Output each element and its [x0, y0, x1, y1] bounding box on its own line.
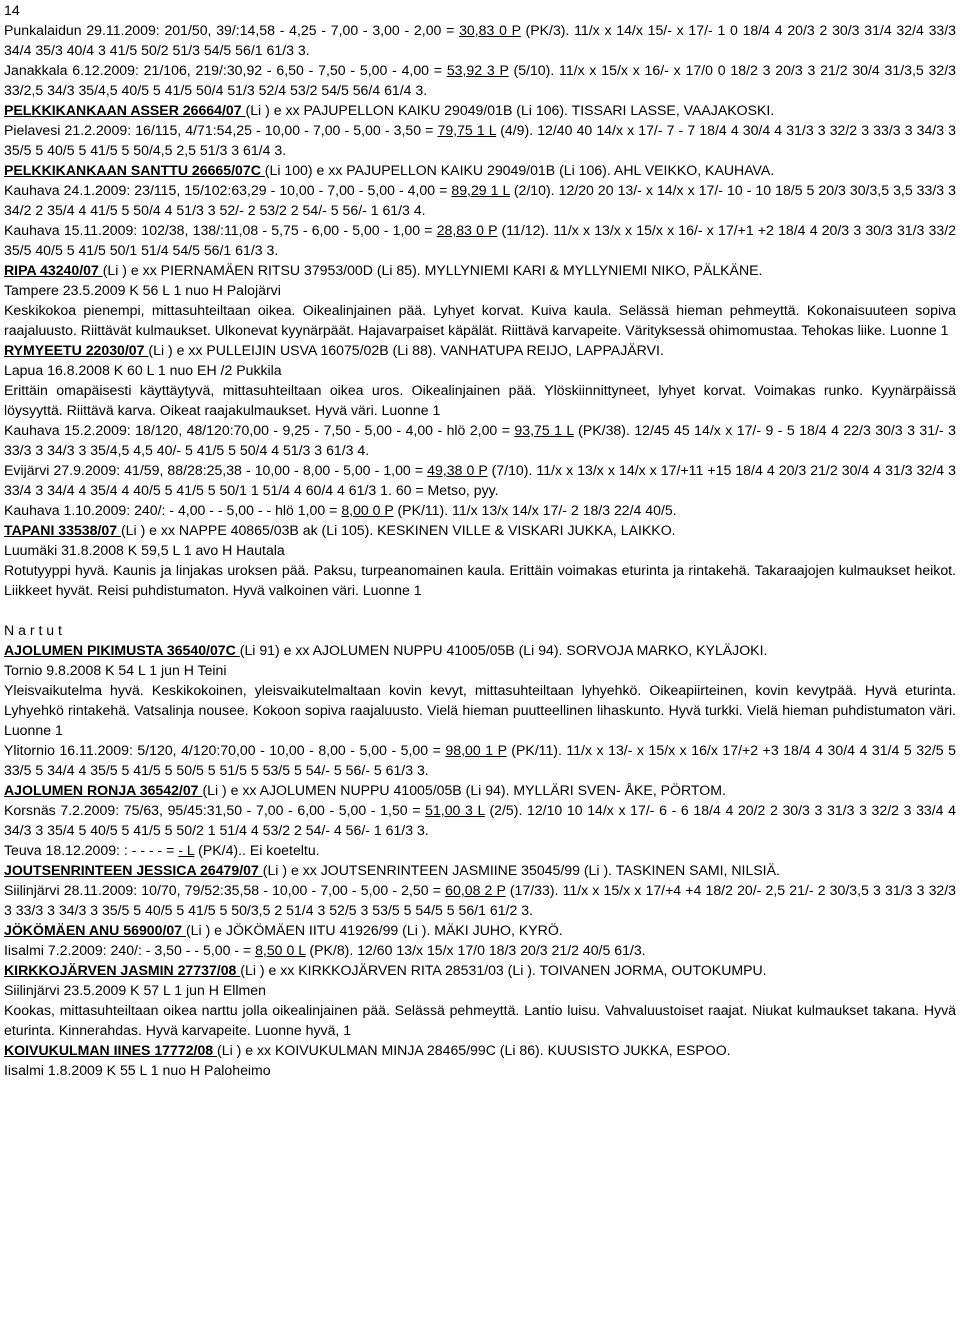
dog-name-registration: RIPA 43240/07	[4, 262, 103, 278]
paragraph	[4, 680, 956, 740]
paragraph	[4, 360, 956, 380]
text-run: (Li ) e JÖKÖMÄEN IITU 41926/99 (Li ). MÄKI JUHO, KYRÖ.	[185, 922, 563, 938]
text-run: (PK/38). 12/45 45 14/x x 17/- 9 - 5 18/4 4 22/3 30/3 3 31/- 3 33/3 3 34/3 3 35/4,5 4,5 40/- 5 41/5 5 50/4 4 51/3 3 61/3 4.	[4, 422, 956, 458]
text-run: Korsnäs 7.2.2009: 75/63, 95/45:31,50 - 7,00 - 6,00 - 5,00 - 1,50 =	[4, 802, 426, 818]
paragraph	[4, 940, 956, 960]
text-run: Erittäin omapäisesti käyttäytyvä, mittasuhteiltaan oikea uros. Oikealinjainen pää. Ylöskiinnittyneet, lyhyet korvat. Voimakas runko. Kyynärpäissä löysyyttä. Riittävä karva. Oikeat raajakulmaukset. Hyvä väri. Luonne 1	[4, 382, 956, 418]
text-run: (2/5). 12/10 10 14/x x 17/- 6 - 6 18/4 4 20/2 2 30/3 3 31/3 3 32/2 3 33/4 4 34/3 3 35/4 5 40/5 5 41/5 5 50/2 1 51/4 4 53/2 2 54/- 4 56/- 1 61/3 3.	[4, 802, 956, 838]
dog-name-registration: JOUTSENRINTEEN JESSICA 26479/07	[4, 862, 263, 878]
text-run: Teuva 18.12.2009: : - - - - =	[4, 842, 179, 858]
paragraph	[4, 840, 956, 860]
text-run: Janakkala 6.12.2009: 21/106, 219/:30,92 - 6,50 - 7,50 - 5,00 - 4,00 =	[4, 62, 447, 78]
dog-name-registration: TAPANI 33538/07	[4, 522, 121, 538]
text-run: (Li ) e xx PULLEIJIN USVA 16075/02B (Li 88). VANHATUPA REIJO, LAPPAJÄRVI.	[148, 342, 664, 358]
paragraph	[4, 640, 956, 660]
text-run: Kauhava 24.1.2009: 23/115, 15/102:63,29 - 10,00 - 7,00 - 5,00 - 4,00 =	[4, 182, 452, 198]
text-run: (PK/11). 11/x 13/x 14/x 17/- 2 18/3 22/4 40/5.	[393, 502, 677, 518]
paragraph	[4, 380, 956, 420]
paragraph	[4, 800, 956, 840]
result-score: 60,08 2 P	[445, 882, 506, 898]
dog-name-registration: PELKKIKANKAAN SANTTU 26665/07C	[4, 162, 265, 178]
text-run: Tornio 9.8.2008 K 54 L 1 jun H Teini	[4, 662, 227, 678]
text-run: (7/10). 11/x x 13/x x 14/x x 17/+11 +15 18/4 4 20/3 21/2 30/4 4 31/3 32/4 3 33/4 3 34/4 4 35/4 4 40/5 5 41/5 5 50/1 1 51/4 4 60/4 4 61/3 1. 60 = Metso, pyy.	[4, 462, 957, 498]
dog-name-registration: KIRKKOJÄRVEN JASMIN 27737/08	[4, 962, 241, 978]
result-score: 8,00 0 P	[341, 502, 394, 518]
text-run: (Li 91) e xx AJOLUMEN NUPPU 41005/05B (Li 94). SORVOJA MARKO, KYLÄJOKI.	[239, 642, 768, 658]
result-score: 28,83 0 P	[436, 222, 498, 238]
text-run: (Li ) e xx KIRKKOJÄRVEN RITA 28531/03 (Li ). TOIVANEN JORMA, OUTOKUMPU.	[240, 962, 767, 978]
result-score: - L	[178, 842, 195, 858]
text-run: Ylitornio 16.11.2009: 5/120, 4/120:70,00 - 10,00 - 8,00 - 5,00 - 5,00 =	[4, 742, 446, 758]
text-run: (Li ) e xx KOIVUKULMAN MINJA 28465/99C (Li 86). KUUSISTO JUKKA, ESPOO.	[217, 1042, 731, 1058]
dog-name-registration: KOIVUKULMAN IINES 17772/08	[4, 1042, 218, 1058]
paragraph	[4, 180, 956, 220]
text-run: (11/12). 11/x x 13/x x 15/x x 16/- x 17/+1 +2 18/4 4 20/3 3 30/3 31/3 33/2 35/5 40/5 5 41/5 50/1 51/4 54/5 56/1 61/3 3.	[4, 222, 956, 258]
text-run: N a r t u t	[4, 622, 62, 638]
paragraph	[4, 620, 956, 640]
text-run: Rotutyyppi hyvä. Kaunis ja linjakas uroksen pää. Paksu, turpeanomainen kaula. Erittäin voimakas eturinta ja rintakehä. Takaraajojen kulmaukset heikot. Liikkeet hyvät. Reisi puhdistumaton. Hyvä valkoinen väri. Luonne 1	[4, 562, 956, 598]
text-run: (Li ) e xx NAPPE 40865/03B ak (Li 105). KESKINEN VILLE & VISKARI JUKKA, LAIKKO.	[120, 522, 676, 538]
paragraph	[4, 780, 956, 800]
paragraph	[4, 560, 956, 600]
text-run: Siilinjärvi 28.11.2009: 10/70, 79/52:35,58 - 10,00 - 7,00 - 5,00 - 2,50 =	[4, 882, 446, 898]
result-score: 79,75 1 L	[437, 122, 497, 138]
paragraph	[4, 220, 956, 260]
text-run: Luumäki 31.8.2008 K 59,5 L 1 avo H Hautala	[4, 542, 285, 558]
paragraph	[4, 300, 956, 340]
result-score: 8,50 0 L	[255, 942, 306, 958]
paragraph	[4, 460, 956, 500]
text-run: Kookas, mittasuhteiltaan oikea narttu jolla oikealinjainen pää. Selässä pehmeyttä. Lantio luisu. Vahvaluustoiset raajat. Niukat kulmaukset takana. Hyvä eturinta. Kinnerahdas. Hyvä karvapeite. Luonne hyvä, 1	[4, 1002, 956, 1038]
paragraph	[4, 20, 956, 60]
text-run: (PK/3). 11/x x 14/x 15/- x 17/- 1 0 18/4 4 20/3 2 30/3 31/4 32/4 33/3 34/4 35/3 40/4 3 41/5 50/2 51/3 54/5 56/1 61/3 3.	[4, 22, 956, 58]
result-score: 49,38 0 P	[427, 462, 488, 478]
text-run: (PK/8). 12/60 13/x 15/x 17/0 18/3 20/3 21/2 40/5 61/3.	[305, 942, 646, 958]
paragraph	[4, 740, 956, 780]
text-run: (Li ) e xx JOUTSENRINTEEN JASMIINE 35045/99 (Li ). TASKINEN SAMI, NILSIÄ.	[262, 862, 780, 878]
text-run: Lapua 16.8.2008 K 60 L 1 nuo EH /2 Pukkila	[4, 362, 282, 378]
result-score: 30,83 0 P	[459, 22, 521, 38]
text-run: Kauhava 1.10.2009: 240/: - 4,00 - - 5,00 - - hlö 1,00 =	[4, 502, 342, 518]
text-run: (5/10). 11/x x 15/x x 16/- x 17/0 0 18/2 3 20/3 3 21/2 30/4 31/3,5 32/3 33/2,5 34/3 35/4,5 40/5 5 41/5 50/4 51/3 52/4 53/2 54/5 56/4 61/4 3.	[4, 62, 956, 98]
text-run: (17/33). 11/x x 15/x x 17/+4 +4 18/2 20/- 2,5 21/- 2 30/3,5 3 31/3 3 32/3 3 33/3 3 34/3 3 35/5 5 40/5 5 41/5 5 50/3,5 2 51/4 3 52/5 3 53/5 5 54/5 5 56/1 61/2 3.	[4, 882, 956, 918]
result-score: 98,00 1 P	[445, 742, 507, 758]
text-run: Evijärvi 27.9.2009: 41/59, 88/28:25,38 - 10,00 - 8,00 - 5,00 - 1,00 =	[4, 462, 428, 478]
text-run: (2/10). 12/20 20 13/- x 14/x x 17/- 10 - 10 18/5 5 20/3 30/3,5 3,5 33/3 3 34/2 2 35/4 4 41/5 5 50/4 4 51/3 3 52/- 2 53/2 2 54/- 5 56/- 1 61/3 4.	[4, 182, 956, 218]
paragraph	[4, 1000, 956, 1040]
paragraph	[4, 540, 956, 560]
text-run: (PK/4).. Ei koeteltu.	[194, 842, 320, 858]
text-run: Kauhava 15.11.2009: 102/38, 138/:11,08 - 5,75 - 6,00 - 5,00 - 1,00 =	[4, 222, 437, 238]
text-run: Keskikokoa pienempi, mittasuhteiltaan oikea. Oikealinjainen pää. Lyhyet korvat. Kuiva kaula. Selässä hieman pehmeyttä. Kokonaisuuteen sopiva raajaluusto. Riittävät kulmaukset. Ulkonevat kyynärpäät. Hajavarpaiset käpälät. Riittävä karvapeite. Värityksessä ohimomustaa. Tehokas liike. Luonne 1	[4, 302, 956, 338]
paragraph	[4, 280, 956, 300]
text-run: Siilinjärvi 23.5.2009 K 57 L 1 jun H Ellmen	[4, 982, 266, 998]
blank-line	[4, 600, 956, 620]
result-score: 51,00 3 L	[425, 802, 485, 818]
text-run: (PK/11). 11/x x 13/- x 15/x x 16/x 17/+2 +3 18/4 4 30/4 4 31/4 5 32/5 5 33/5 5 34/4 4 35/5 5 41/5 5 50/5 5 51/5 5 53/5 5 54/- 5 56/- 5 61/3 3.	[4, 742, 956, 778]
paragraph	[4, 1060, 956, 1080]
paragraph	[4, 1040, 956, 1060]
result-score: 93,75 1 L	[514, 422, 574, 438]
text-run: (Li 100) e xx PAJUPELLON KAIKU 29049/01B (Li 106). AHL VEIKKO, KAUHAVA.	[264, 162, 775, 178]
paragraph	[4, 920, 956, 940]
paragraph	[4, 880, 956, 920]
text-run: (Li ) e xx PIERNAMÄEN RITSU 37953/00D (Li 85). MYLLYNIEMI KARI & MYLLYNIEMI NIKO, PÄLKÄNE.	[102, 262, 763, 278]
text-run: Iisalmi 1.8.2009 K 55 L 1 nuo H Paloheimo	[4, 1062, 271, 1078]
text-run: (Li ) e xx AJOLUMEN NUPPU 41005/05B (Li 94). MYLLÄRI SVEN- ÅKE, PÖRTOM.	[202, 782, 726, 798]
paragraph	[4, 60, 956, 100]
paragraph	[4, 420, 956, 460]
text-run: (4/9). 12/40 40 14/x x 17/- 7 - 7 18/4 4 30/4 4 31/3 3 32/2 3 33/3 3 34/3 3 35/5 5 40/5 5 41/5 5 50/4,5 2,5 51/3 3 61/4 3.	[4, 122, 956, 158]
dog-name-registration: AJOLUMEN PIKIMUSTA 36540/07C	[4, 642, 240, 658]
page-number: 14	[4, 2, 20, 18]
paragraph	[4, 500, 956, 520]
dog-name-registration: RYMYEETU 22030/07	[4, 342, 149, 358]
text-run: Kauhava 15.2.2009: 18/120, 48/120:70,00 - 9,25 - 7,50 - 5,00 - 4,00 - hlö 2,00 =	[4, 422, 515, 438]
dog-name-registration: AJOLUMEN RONJA 36542/07	[4, 782, 203, 798]
paragraph	[4, 660, 956, 680]
paragraph	[4, 960, 956, 980]
document-body	[4, 20, 956, 1080]
paragraph	[4, 860, 956, 880]
dog-name-registration: PELKKIKANKAAN ASSER 26664/07	[4, 102, 246, 118]
dog-name-registration: JÖKÖMÄEN ANU 56900/07	[4, 922, 186, 938]
text-run: Iisalmi 7.2.2009: 240/: - 3,50 - - 5,00 - =	[4, 942, 256, 958]
text-run: Yleisvaikutelma hyvä. Keskikokoinen, yleisvaikutelmaltaan kovin kevyt, mittasuhteiltaan lyhyehkö. Oikeapiirteinen, kovin kevytpää. Hyvä eturinta. Lyhyehkö rintakehä. Vatsalinja nousee. Kokoon sopiva raajaluusto. Vielä hieman puutteellinen lihaskunto. Hyvä turkki. Vielä hieman puhdistumaton väri. Luonne 1	[4, 682, 956, 738]
result-score: 53,92 3 P	[446, 62, 509, 78]
paragraph	[4, 980, 956, 1000]
text-run: (Li ) e xx PAJUPELLON KAIKU 29049/01B (Li 106). TISSARI LASSE, VAAJAKOSKI.	[245, 102, 775, 118]
text-run: Pielavesi 21.2.2009: 16/115, 4/71:54,25 - 10,00 - 7,00 - 5,00 - 3,50 =	[4, 122, 438, 138]
paragraph	[4, 100, 956, 120]
paragraph	[4, 160, 956, 180]
paragraph	[4, 260, 956, 280]
text-run: Punkalaidun 29.11.2009: 201/50, 39/:14,58 - 4,25 - 7,00 - 3,00 - 2,00 =	[4, 22, 460, 38]
result-score: 89,29 1 L	[451, 182, 510, 198]
text-run: Tampere 23.5.2009 K 56 L 1 nuo H Palojärvi	[4, 282, 281, 298]
paragraph	[4, 120, 956, 160]
paragraph	[4, 520, 956, 540]
paragraph	[4, 340, 956, 360]
